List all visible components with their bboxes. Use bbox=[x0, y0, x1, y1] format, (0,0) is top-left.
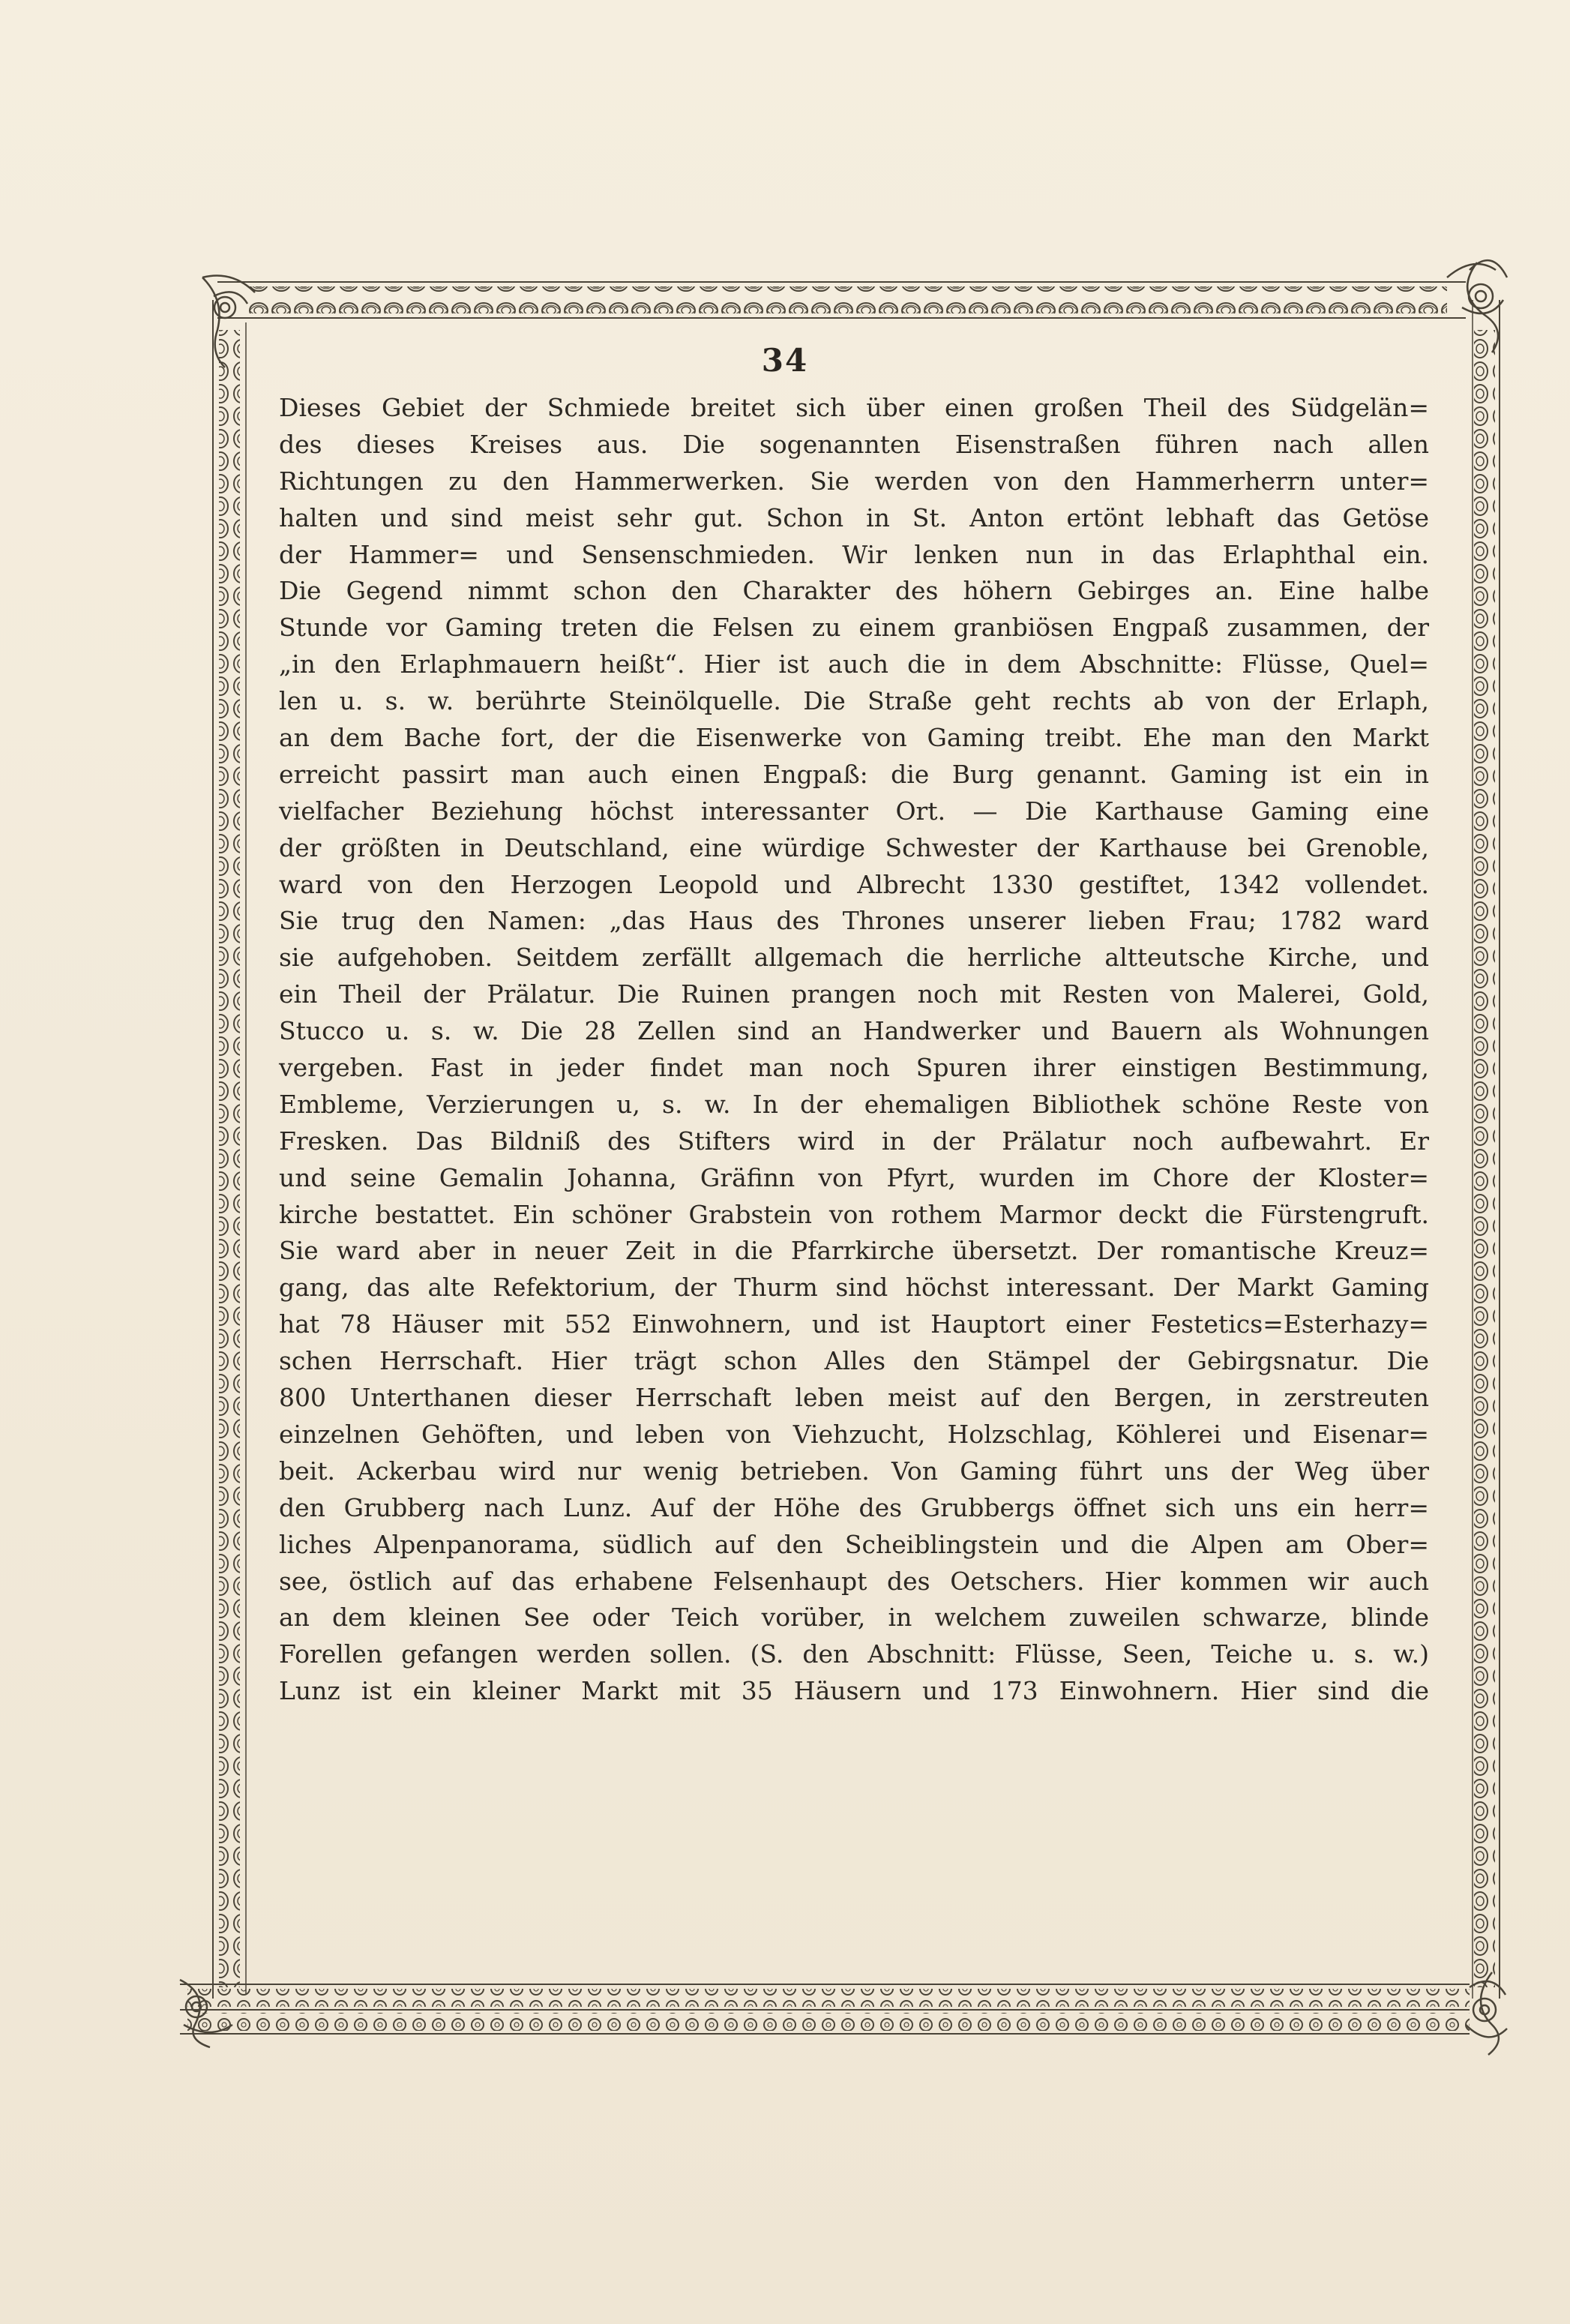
text-line: an dem Bache fort, der die Eisenwerke von Gaming treibt. Ehe man den Markt bbox=[279, 723, 1429, 753]
text-line: Stunde vor Gaming treten die Felsen zu einem granbiösen Engpaß zusammen, der bbox=[279, 613, 1429, 643]
text-line: „in den Erlaphmauern heißt“. Hier ist auch die in dem Abschnitte: Flüsse, Quel= bbox=[279, 649, 1429, 679]
left-border-band bbox=[213, 300, 246, 1999]
text-line: vielfacher Beziehung höchst interessanter Ort. — Die Karthause Gaming eine bbox=[279, 796, 1429, 826]
text-line: an dem kleinen See oder Teich vorüber, in welchem zuweilen schwarze, blinde bbox=[279, 1603, 1429, 1633]
text-line: sie aufgehoben. Seitdem zerfällt allgemach die herrliche altteutsche Kirche, und bbox=[279, 943, 1429, 973]
text-line: gang, das alte Refektorium, der Thurm sind höchst interessant. Der Markt Gaming bbox=[279, 1273, 1429, 1303]
text-line: len u. s. w. berührte Steinölquelle. Die Straße geht rechts ab von der Erlaph, bbox=[279, 686, 1429, 716]
text-line: Forellen gefangen werden sollen. (S. den Abschnitt: Flüsse, Seen, Teiche u. s. w.) bbox=[279, 1639, 1429, 1669]
text-line: der Hammer= und Sensenschmieden. Wir lenken nun in das Erlaphthal ein. bbox=[279, 539, 1429, 569]
text-line: den Grubberg nach Lunz. Auf der Höhe des Grubbergs öffnet sich uns ein herr= bbox=[279, 1492, 1429, 1522]
top-border-band bbox=[217, 282, 1466, 318]
text-line: see, östlich auf das erhabene Felsenhaupt des Oetschers. Hier kommen wir auch bbox=[279, 1566, 1429, 1596]
text-line: der größten in Deutschland, eine würdige Schwester der Karthause bei Grenoble, bbox=[279, 832, 1429, 862]
text-line: liches Alpenpanorama, südlich auf den Scheiblingstein und die Alpen am Ober= bbox=[279, 1529, 1429, 1559]
text-line: Die Gegend nimmt schon den Charakter des höhern Gebirges an. Eine halbe bbox=[279, 576, 1429, 606]
text-line: Embleme, Verzierungen u, s. w. In der ehemaligen Bibliothek schöne Reste von bbox=[279, 1089, 1429, 1119]
text-line: Dieses Gebiet der Schmiede breitet sich über einen großen Theil des Südgelän= bbox=[279, 393, 1429, 422]
text-line: Sie trug den Namen: „das Haus des Thrones unserer lieben Frau; 1782 ward bbox=[279, 906, 1429, 936]
text-line: halten und sind meist sehr gut. Schon in St. Anton ertönt lebhaft das Getöse bbox=[279, 502, 1429, 532]
text-line: Richtungen zu den Hammerwerken. Sie werden von den Hammerherrn unter= bbox=[279, 466, 1429, 496]
text-line: 800 Unterthanen dieser Herrschaft leben meist auf den Bergen, in zerstreuten bbox=[279, 1383, 1429, 1413]
text-line: Sie ward aber in neuer Zeit in die Pfarrkirche übersetzt. Der romantische Kreuz= bbox=[279, 1236, 1429, 1266]
text-line: beit. Ackerbau wird nur wenig betrieben. Von Gaming führt uns der Weg über bbox=[279, 1456, 1429, 1486]
text-line: ein Theil der Prälatur. Die Ruinen prangen noch mit Resten von Malerei, Gold, bbox=[279, 979, 1429, 1009]
bottom-border-band bbox=[180, 1984, 1470, 2034]
right-border-band bbox=[1473, 300, 1500, 1999]
text-line: Lunz ist ein kleiner Markt mit 35 Häusern und 173 Einwohnern. Hier sind die bbox=[279, 1676, 1429, 1706]
text-line: des dieses Kreises aus. Die sogenannten Eisenstraßen führen nach allen bbox=[279, 429, 1429, 459]
body-text bbox=[279, 390, 1429, 1710]
text-line: Fresken. Das Bildniß des Stifters wird in der Prälatur noch aufbewahrt. Er bbox=[279, 1126, 1429, 1156]
page-number: 34 bbox=[761, 342, 809, 379]
text-line: Stucco u. s. w. Die 28 Zellen sind an Handwerker und Bauern als Wohnungen bbox=[279, 1016, 1429, 1046]
text-line: kirche bestattet. Ein schöner Grabstein von rothem Marmor deckt die Fürstengruft. bbox=[279, 1199, 1429, 1229]
text-line: und seine Gemalin Johanna, Gräfinn von Pfyrt, wurden im Chore der Kloster= bbox=[279, 1162, 1429, 1192]
text-line: hat 78 Häuser mit 552 Einwohnern, und ist Hauptort einer Festetics=Esterhazy= bbox=[279, 1309, 1429, 1339]
text-line: ward von den Herzogen Leopold und Albrecht 1330 gestiftet, 1342 vollendet. bbox=[279, 869, 1429, 899]
text-line: einzelnen Gehöften, und leben von Viehzucht, Holzschlag, Köhlerei und Eisenar= bbox=[279, 1419, 1429, 1449]
text-line: erreicht passirt man auch einen Engpaß: die Burg genannt. Gaming ist ein in bbox=[279, 759, 1429, 789]
text-line: schen Herrschaft. Hier trägt schon Alles den Stämpel der Gebirgsnatur. Die bbox=[279, 1346, 1429, 1376]
text-line: vergeben. Fast in jeder findet man noch Spuren ihrer einstigen Bestimmung, bbox=[279, 1053, 1429, 1083]
